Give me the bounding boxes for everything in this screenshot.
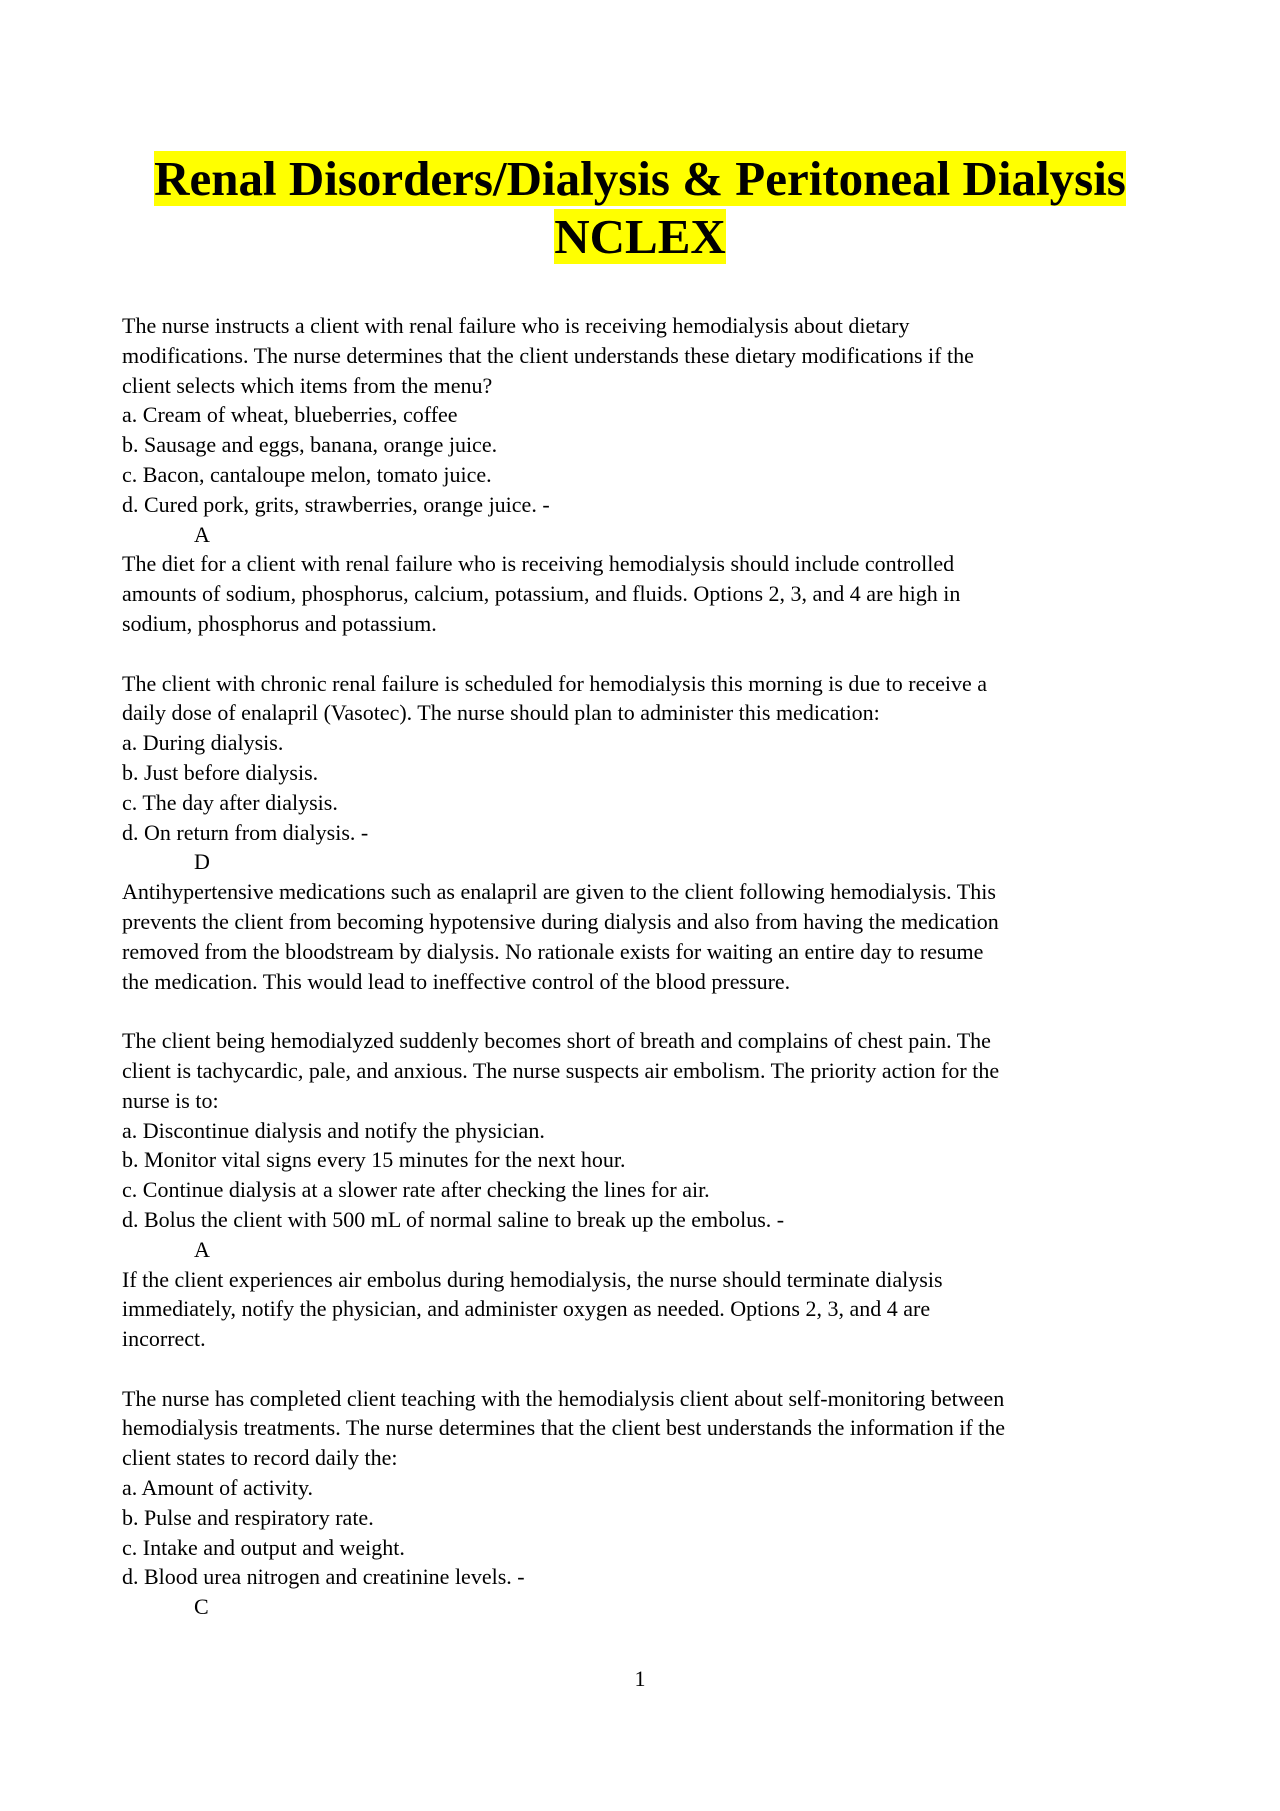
question-stem-line: The nurse has completed client teaching with the hemodialysis client about self-monitoring between — [122, 1385, 1005, 1411]
correct-answer: A — [194, 521, 210, 547]
question-list — [122, 311, 1172, 1622]
question-stem-line: The client being hemodialyzed suddenly becomes short of breath and complains of chest pain. The — [122, 1028, 991, 1054]
correct-answer: D — [194, 849, 210, 875]
answer-option: b. Just before dialysis. — [122, 759, 319, 785]
rationale-line: the medication. This would lead to ineffective control of the blood pressure. — [122, 968, 791, 994]
rationale-line: immediately, notify the physician, and administer oxygen as needed. Options 2, 3, and 4 are — [122, 1296, 931, 1322]
page-number: 1 — [634, 1666, 646, 1691]
question-stem-line: modifications. The nurse determines that the client understands these dietary modifications if the — [122, 342, 974, 368]
answer-option: d. On return from dialysis. - — [122, 819, 369, 845]
answer-option: d. Bolus the client with 500 mL of normal saline to break up the embolus. - — [122, 1206, 785, 1232]
answer-option: a. Discontinue dialysis and notify the physician. — [122, 1117, 545, 1143]
rationale-line: incorrect. — [122, 1326, 206, 1352]
answer-option: b. Monitor vital signs every 15 minutes for the next hour. — [122, 1147, 626, 1173]
rationale-line: sodium, phosphorus and potassium. — [122, 610, 437, 636]
rationale-line: The diet for a client with renal failure who is receiving hemodialysis should include controlled — [122, 551, 955, 577]
document-title — [90, 150, 1190, 266]
answer-option: a. Amount of activity. — [122, 1475, 314, 1501]
answer-option: b. Sausage and eggs, banana, orange juice. — [122, 432, 498, 458]
answer-option: c. Intake and output and weight. — [122, 1534, 405, 1560]
question-stem-line: hemodialysis treatments. The nurse determines that the client best understands the information if the — [122, 1415, 1006, 1441]
rationale-line: removed from the bloodstream by dialysis. No rationale exists for waiting an entire day to resume — [122, 938, 984, 964]
question-stem-line: client states to record daily the: — [122, 1445, 398, 1471]
question-stem-line: daily dose of enalapril (Vasotec). The nurse should plan to administer this medication: — [122, 700, 880, 726]
question-block — [122, 311, 1172, 639]
title-line-2: NCLEX — [554, 209, 726, 264]
answer-option: c. Bacon, cantaloupe melon, tomato juice. — [122, 461, 492, 487]
question-stem-line: The client with chronic renal failure is scheduled for hemodialysis this morning is due to receive a — [122, 670, 988, 696]
rationale-line: amounts of sodium, phosphorus, calcium, potassium, and fluids. Options 2, 3, and 4 are high in — [122, 581, 961, 607]
question-block — [122, 669, 1172, 997]
rationale-line: If the client experiences air embolus during hemodialysis, the nurse should terminate dialysis — [122, 1266, 943, 1292]
question-stem-line: client is tachycardic, pale, and anxious. The nurse suspects air embolism. The priority action for the — [122, 1057, 1000, 1083]
title-line-1: Renal Disorders/Dialysis & Peritoneal Dialysis — [154, 151, 1126, 206]
question-block — [122, 1026, 1172, 1354]
rationale-line: Antihypertensive medications such as enalapril are given to the client following hemodialysis. This — [122, 879, 996, 905]
correct-answer: A — [194, 1236, 210, 1262]
answer-option: d. Cured pork, grits, strawberries, orange juice. - — [122, 491, 550, 517]
answer-option: b. Pulse and respiratory rate. — [122, 1504, 374, 1530]
question-stem-line: The nurse instructs a client with renal failure who is receiving hemodialysis about dietary — [122, 313, 910, 338]
answer-option: a. During dialysis. — [122, 730, 284, 756]
rationale-line: prevents the client from becoming hypotensive during dialysis and also from having the medication — [122, 908, 999, 934]
answer-option: c. Continue dialysis at a slower rate after checking the lines for air. — [122, 1177, 710, 1203]
answer-option: a. Cream of wheat, blueberries, coffee — [122, 402, 458, 428]
answer-option: c. The day after dialysis. — [122, 789, 338, 815]
answer-option: d. Blood urea nitrogen and creatinine levels. - — [122, 1564, 525, 1590]
question-block — [122, 1384, 1172, 1622]
correct-answer: C — [194, 1594, 209, 1620]
question-stem-line: nurse is to: — [122, 1087, 219, 1113]
question-stem-line: client selects which items from the menu? — [122, 372, 493, 398]
